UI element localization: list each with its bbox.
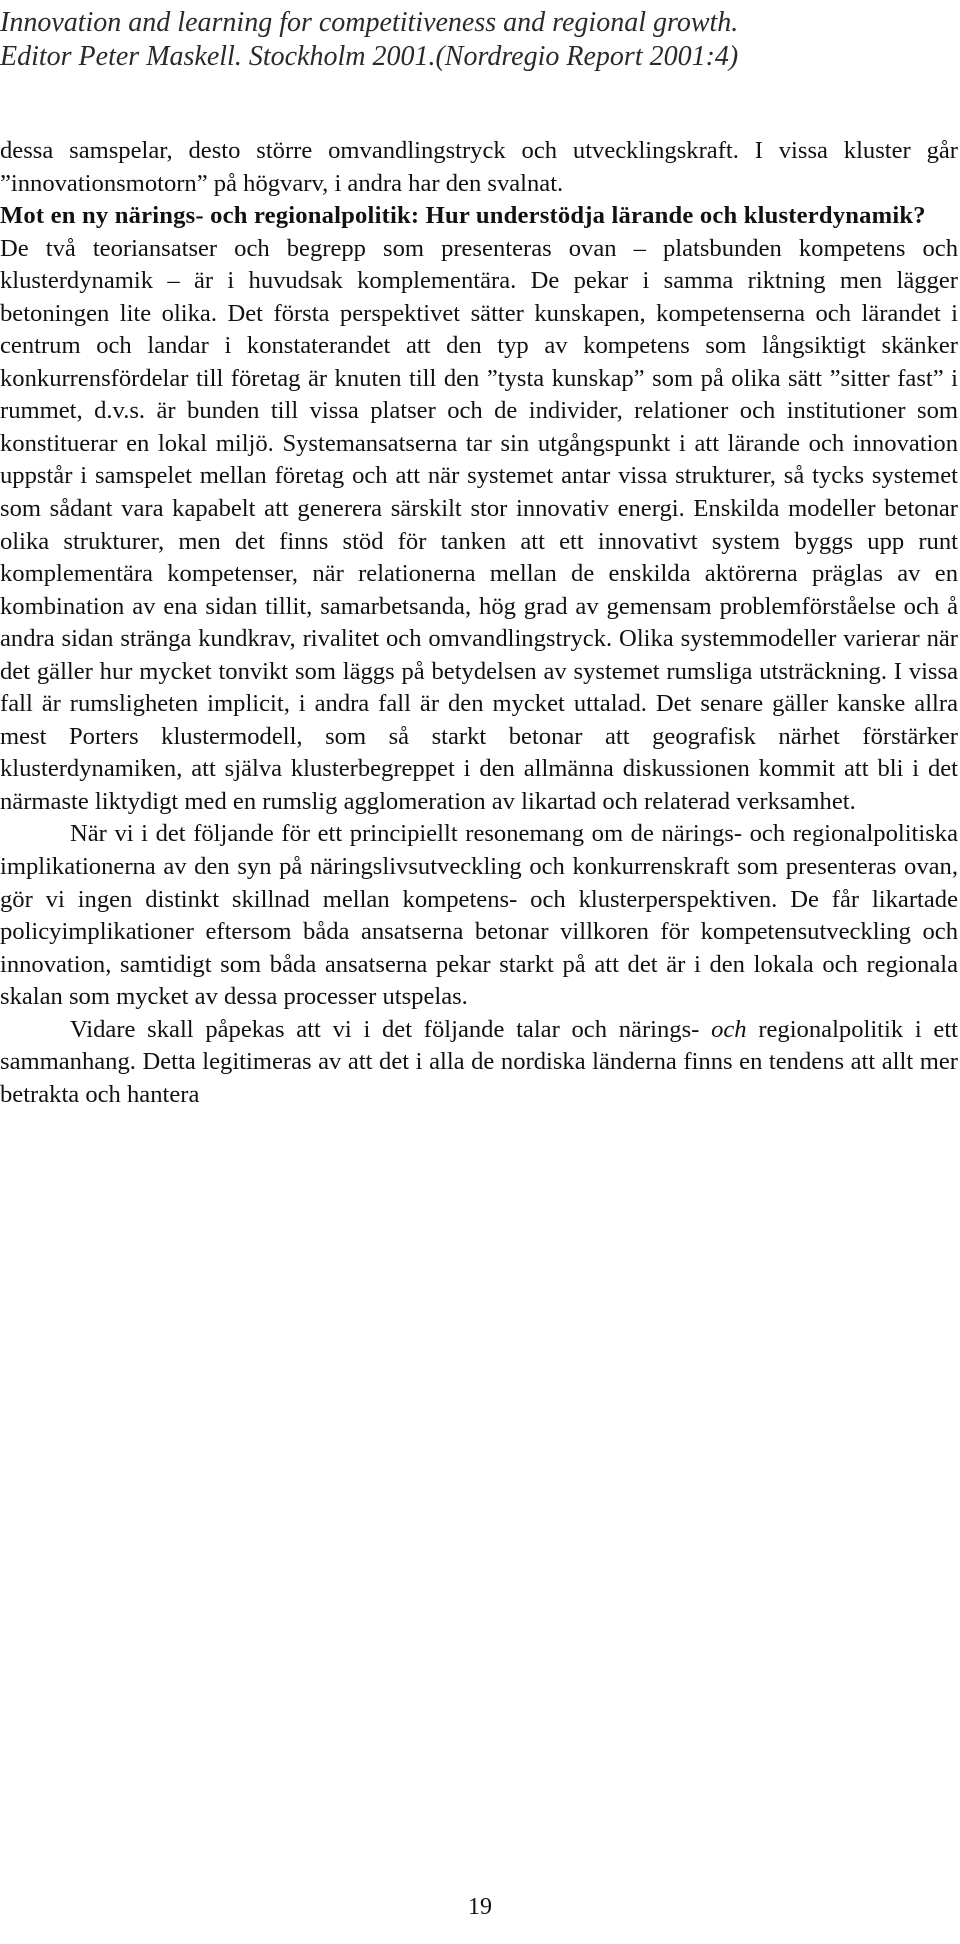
header-line-1: Innovation and learning for competitiveness and regional growth. <box>0 7 739 38</box>
paragraph-2: De två teoriansatser och begrepp som presenteras ovan – platsbunden kompetens och klusterdynamik – är i huvudsak komplementära. De pekar i samma riktning men lägger betoningen lite olika. Det första perspektivet sätter kunskapen, kompetenserna och lärandet i centrum och landar i konstaterandet att den typ av kompetens som långsiktigt skänker konkurrensfördelar till företag är knuten till den ”tysta kunskap” som på olika sätt ”sitter fast” i rummet, d.v.s. är bunden till vissa platser och de individer, relationer och institutioner som konstituerar en lokal miljö. Systemansatserna tar sin utgångspunkt i att lärande och innovation uppstår i samspelet mellan företag och att när systemet antar vissa strukturer, så tycks systemet som sådant vara kapabelt att generera särskilt stor innovativ energi. Enskilda modeller betonar olika strukturer, men det finns stöd för tanken att ett innovativt system byggs upp runt komplementära kompetenser, när relationerna mellan de enskilda aktörerna präglas av en kombination av ena sidan tillit, samarbetsanda, hög grad av gemensam problemförståelse och å andra sidan stränga kundkrav, rivalitet och omvandlingstryck. Olika systemmodeller varierar när det gäller hur mycket tonvikt som läggs på betydelsen av systemet rumsliga utsträckning. I vissa fall är rumsligheten implicit, i andra fall är den mycket uttalad. Det senare gäller kanske allra mest Porters klustermodell, som så starkt betonar att geografisk närhet förstärker klusterdynamiken, att själva klusterbegreppet i den allmänna diskussionen kommit att bli i det närmaste liktydigt med en rumslig agglomeration av likartad och relaterad verksamhet. <box>0 234 958 815</box>
running-header <box>0 6 960 74</box>
paragraph-4-end: regionalpolitik i ett sammanhang. Detta legitimeras av att det i alla de nordiska länderna finns en tendens att allt mer betrakta och hantera <box>0 1015 958 1108</box>
header-line-2: Editor Peter Maskell. Stockholm 2001.(Nordregio Report 2001:4) <box>0 41 739 72</box>
paragraph-4 <box>0 1014 958 1112</box>
paragraph-3: När vi i det följande för ett principiellt resonemang om de närings- och regionalpolitiska implikationerna av den syn på näringslivsutveckling och konkurrenskraft som presenteras ovan, gör vi ingen distinkt skillnad mellan kompetens- och klusterperspektiven. De får likartade policyimplikationer eftersom båda ansatserna betonar villkoren för kompetensutveckling och innovation, samtidigt som båda ansatserna pekar starkt på att det är i den lokala och regionala skalan som mycket av dessa processer utspelas. <box>0 820 958 1011</box>
page-number: 19 <box>468 1894 492 1920</box>
section-heading: Mot en ny närings- och regionalpolitik: Hur understödja lärande och klusterdynamik? <box>0 202 926 230</box>
paragraph-4-italic: och <box>711 1015 747 1043</box>
paragraph-4-start: Vidare skall påpekas att vi i det följande talar och närings- <box>70 1015 712 1043</box>
paragraph-1: dessa samspelar, desto större omvandlingstryck och utvecklingskraft. I vissa kluster går ”innovationsmotorn” på högvarv, i andra har den svalnat. <box>0 137 958 197</box>
page-body <box>0 135 958 1111</box>
